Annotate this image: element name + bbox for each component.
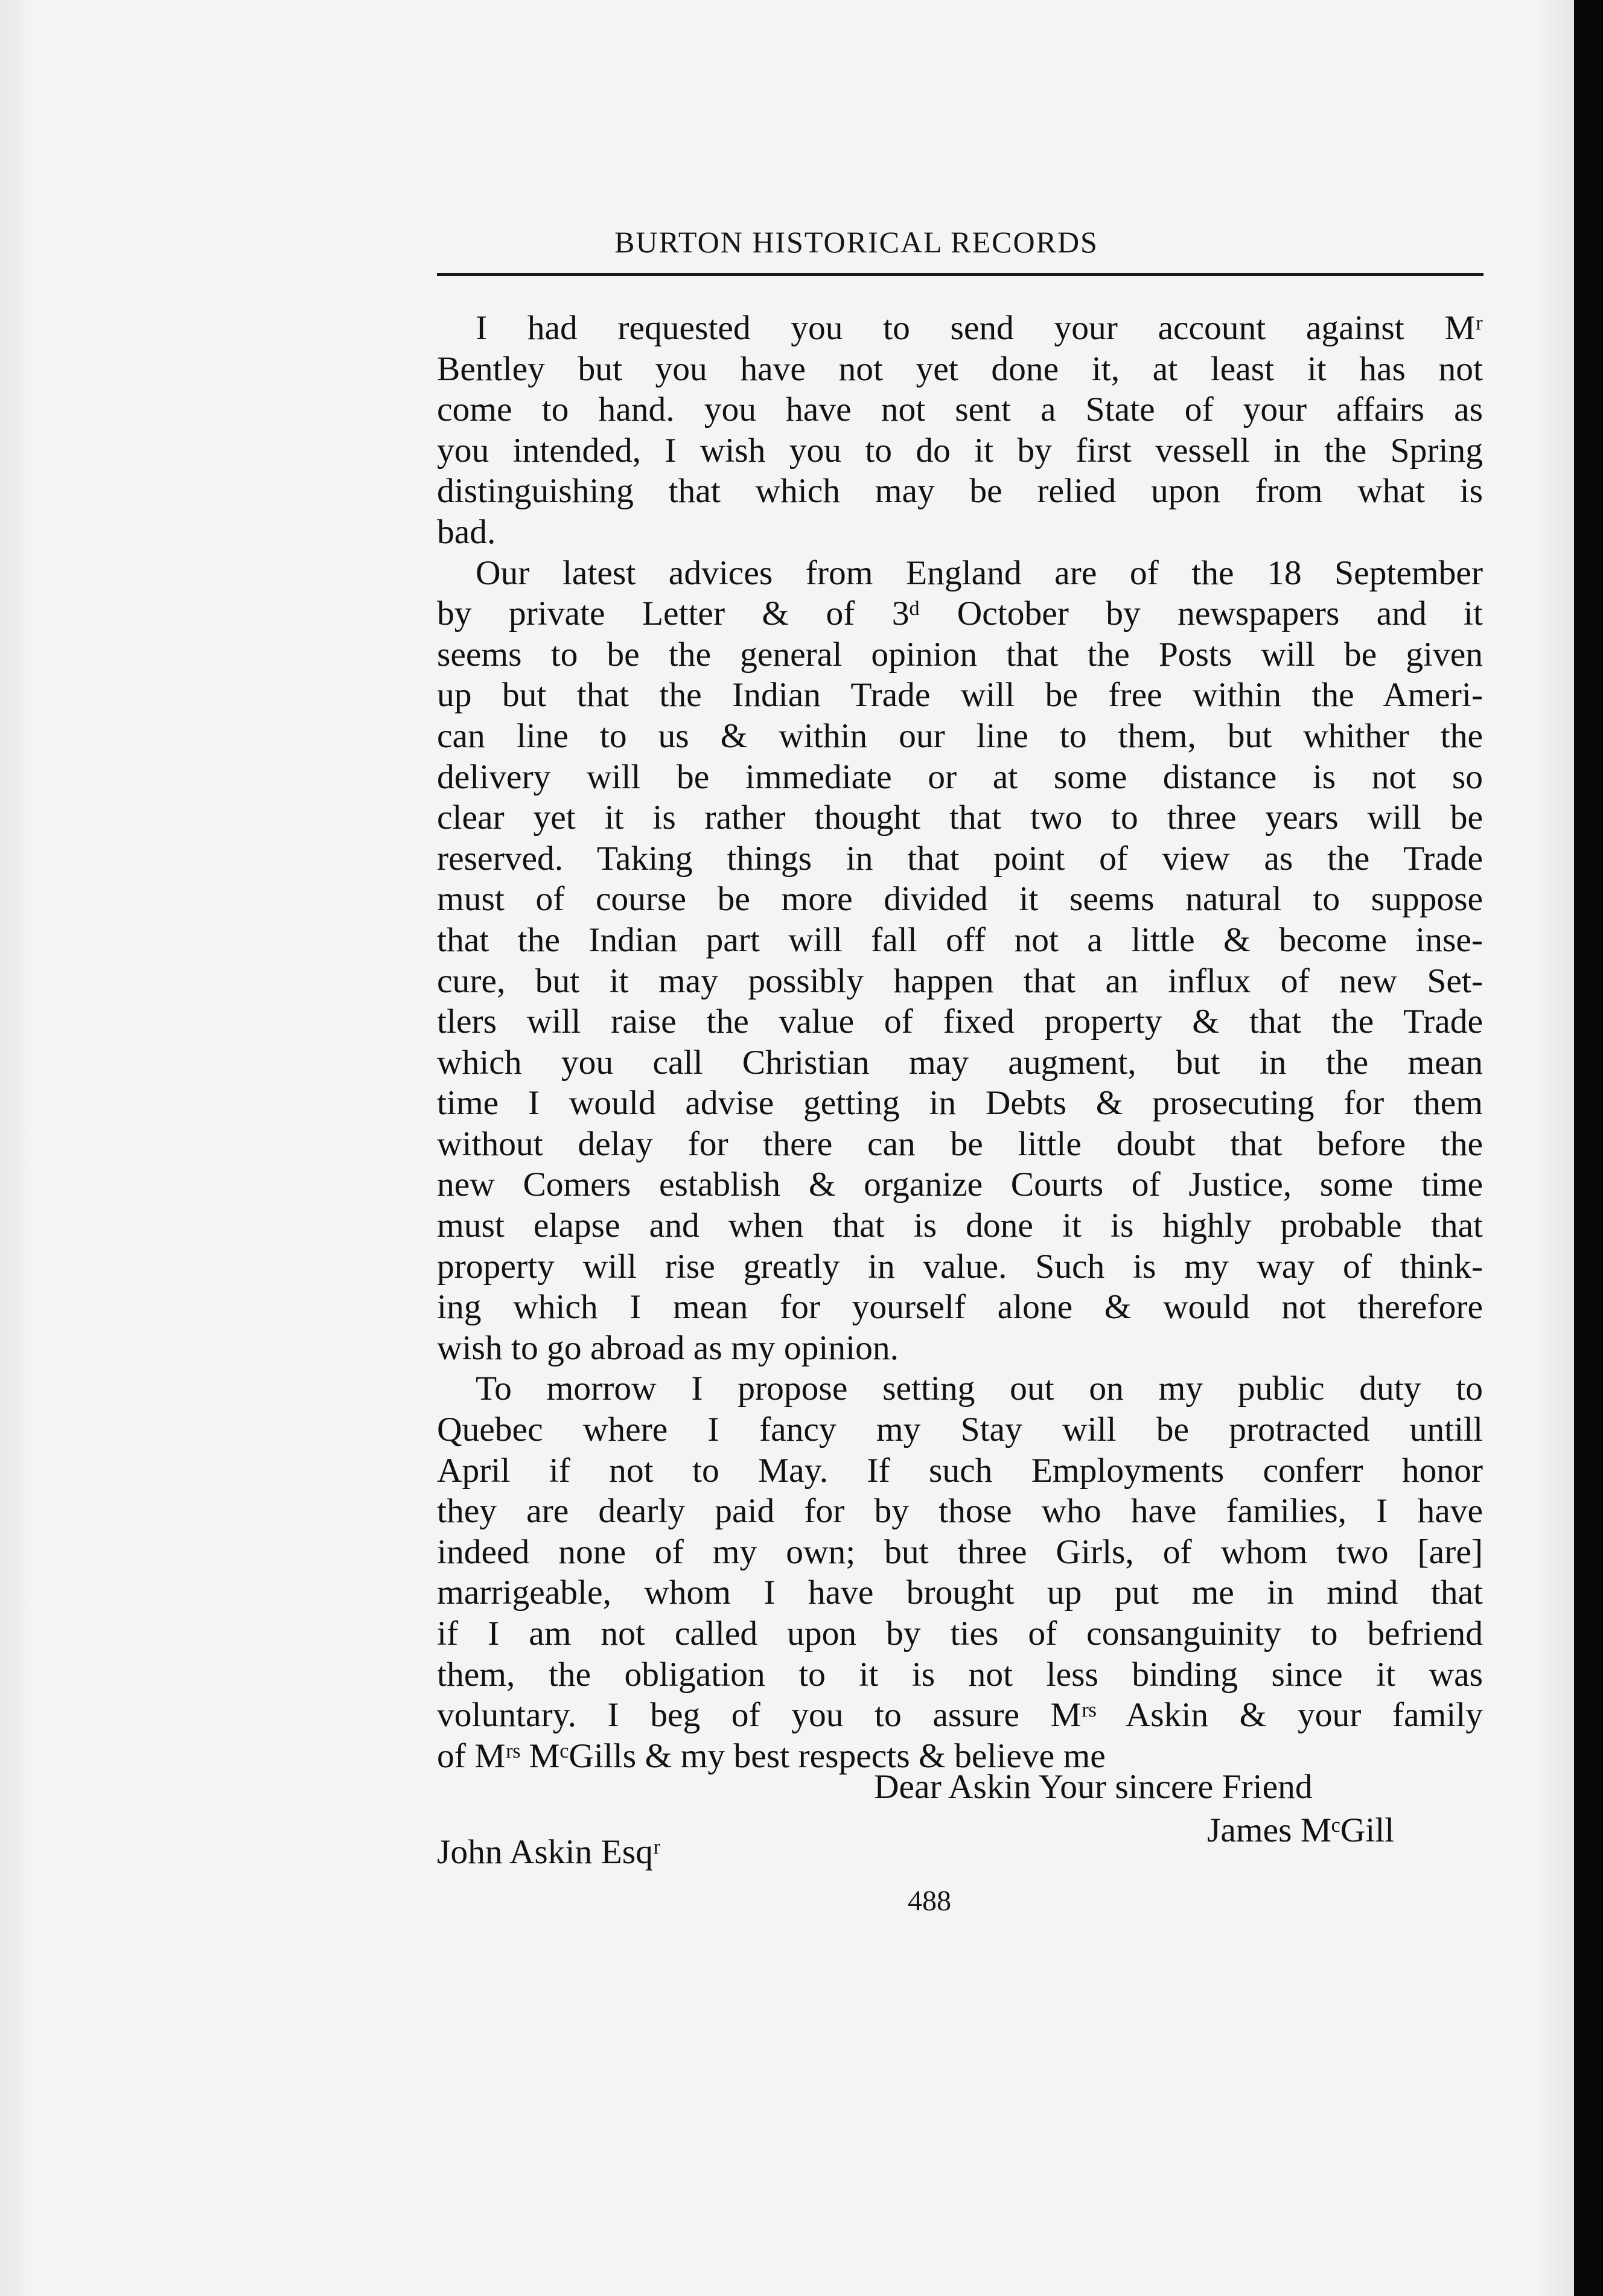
text-line: wish to go abroad as my opinion. <box>437 1328 899 1367</box>
text-line: tlers will raise the value of fixed property & that the Trade <box>437 1003 1483 1041</box>
page-number: 488 <box>908 1885 951 1917</box>
text-line: Our latest advices from England are of the 18 September <box>476 553 1483 592</box>
text-line: can line to us & within our line to them, but whither the <box>437 716 1483 755</box>
running-header-text: BURTON HISTORICAL RECORDS <box>614 225 1098 259</box>
text-line: come to hand. you have not sent a State of your affairs as <box>437 391 1483 429</box>
text-line: seems to be the general opinion that the Posts will be given <box>437 635 1483 674</box>
letter-body <box>437 308 1483 1776</box>
text-line: voluntary. I beg of you to assure Mʳˢ Askin & your family <box>437 1696 1483 1735</box>
text-line: To morrow I propose setting out on my public duty to <box>476 1370 1483 1408</box>
text-line: of Mʳˢ MᶜGills & my best respects & believe me <box>437 1736 1106 1775</box>
text-line: I had requested you to send your account against Mʳ <box>476 309 1483 347</box>
text-line: Bentley but you have not yet done it, at least it has not <box>437 349 1483 388</box>
text-line: marrigeable, whom I have brought up put me in mind that <box>437 1574 1483 1612</box>
text-line: Quebec where I fancy my Stay will be protracted untill <box>437 1411 1483 1449</box>
text-line: reserved. Taking things in that point of view as the Trade <box>437 839 1483 878</box>
signature: James MᶜGill <box>1207 1811 1395 1849</box>
text-line: if I am not called upon by ties of consanguinity to befriend <box>437 1615 1483 1653</box>
addressee: John Askin Esqʳ <box>437 1833 661 1871</box>
text-line: them, the obligation to it is not less binding since it was <box>437 1655 1483 1694</box>
text-line: must elapse and when that is done it is highly probable that <box>437 1207 1483 1245</box>
text-line: without delay for there can be little doubt that before the <box>437 1124 1483 1163</box>
closing-salutation: Dear Askin Your sincere Friend <box>874 1768 1313 1806</box>
text-line: up but that the Indian Trade will be free within the Ameri- <box>437 676 1483 715</box>
text-line: you intended, I wish you to do it by first vessell in the Spring <box>437 431 1483 470</box>
header-rule <box>437 273 1483 276</box>
text-line: which you call Christian may augment, but in the mean <box>437 1043 1483 1082</box>
text-line: ing which I mean for yourself alone & would not therefore <box>437 1288 1483 1327</box>
text-line: time I would advise getting in Debts & prosecuting for them <box>437 1084 1483 1123</box>
text-line: property will rise greatly in value. Such is my way of think- <box>437 1247 1483 1286</box>
text-line: bad. <box>437 512 496 551</box>
text-line: distinguishing that which may be relied upon from what is <box>437 472 1483 511</box>
text-line: clear yet it is rather thought that two to three years will be <box>437 799 1483 837</box>
text-line: April if not to May. If such Employments conferr honor <box>437 1451 1483 1490</box>
text-line: cure, but it may possibly happen that an influx of new Set- <box>437 961 1483 1000</box>
text-line: must of course be more divided it seems natural to suppose <box>437 880 1483 919</box>
text-line: delivery will be immediate or at some distance is not so <box>437 757 1483 796</box>
text-line: that the Indian part will fall off not a little & become inse- <box>437 920 1483 959</box>
scan-edge <box>1574 0 1603 2296</box>
text-line: they are dearly paid for by those who have families, I have <box>437 1492 1483 1531</box>
running-header <box>0 225 1574 260</box>
text-line: by private Letter & of 3ᵈ October by newspapers and it <box>437 595 1483 633</box>
text-line: indeed none of my own; but three Girls, of whom two [are] <box>437 1532 1483 1571</box>
text-line: new Comers establish & organize Courts of Justice, some time <box>437 1166 1483 1204</box>
